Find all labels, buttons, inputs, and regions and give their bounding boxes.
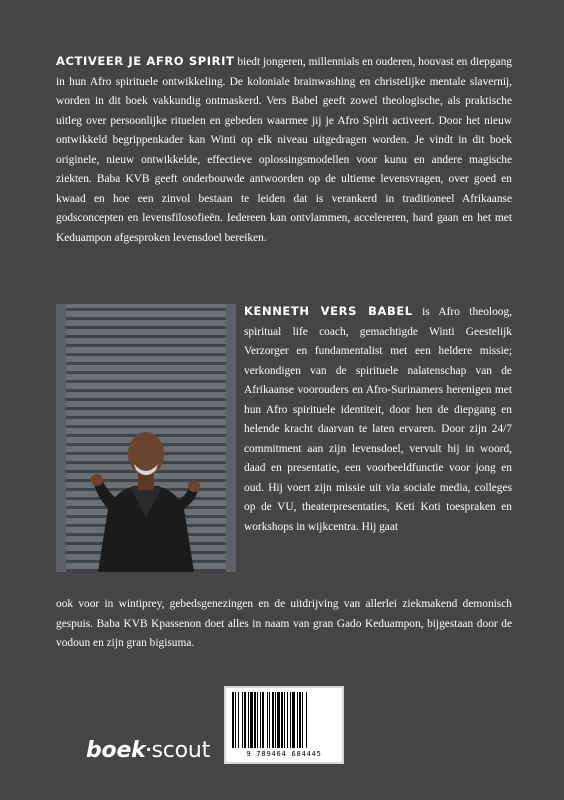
intro-paragraph — [56, 52, 512, 248]
bio-lead: KENNETH VERS BABEL — [244, 304, 413, 318]
bio-body: is Afro theoloog, spiritual life coach, gemachtigde Winti Geestelijk Verzorger en fundamentalist met een heldere missie; verkondigen van de spirituele nalatenschap van de Afrikaanse voorouders en Afro-Surinamers herenigen met hun Afro spirituele identiteit, door hen de diepgang en helende kracht daarvan te laten ervaren. Door zijn 24/7 commitment aan zijn levensdoel, vervult hij in woord, daad en presentatie, een voorbeeldfunctie voor jong en oud. Hij voert zijn missie uit via sociale media, colleges op de VU, theaterpresentaties, Keti Koti toespraken en workshops in wijkcentra. Hij gaat — [244, 306, 512, 533]
bio-paragraph-continued: ook voor in wintiprey, gebedsgenezingen en de uitdrijving van allerlei ziekmakend demonisch gespuis. Baba KVB Kpassenon doet alles in naam van gran Gado Keduampon, bijgestaan door de vodoun en zijn gran bigisuma. — [56, 598, 512, 649]
author-photo — [56, 304, 236, 572]
publisher-logo-separator: · — [145, 740, 152, 759]
author-photo-image — [56, 304, 236, 572]
barcode-bars — [232, 692, 336, 748]
intro-lead: ACTIVEER JE AFRO SPIRIT — [56, 54, 235, 68]
publisher-logo — [86, 738, 210, 763]
publisher-logo-part1: boek — [86, 738, 146, 763]
bio-paragraph — [244, 302, 512, 537]
intro-body: biedt jongeren, millennials en ouderen, houvast en diepgang in hun Afro spirituele ontwikkeling. De koloniale brainwashing en christelijke mentale slavernij, worden in dit boek vakkundig ontmaskerd. Vers Babel geeft zowel theologische, als praktische uitleg over persoonlijke rituelen en gebeden waarmee jij je Afro Spirit activeert. Door het nieuw ontwikkeld begrippenkader kan Winti op elk niveau uitgedragen worden. Je vindt in dit boek originele, nieuw ontwikkelde, effectieve oplossingsmodellen voor kunu en andere magische ziekten. Baba KVB geeft onderbouwde antwoorden op de ultieme levensvragen, over goed en kwaad en hoe een zinvol bestaan te leiden dat is verankerd in traditioneel Afrikaanse godsconcepten en levensfilosofieën. Iedereen kan ontvlammen, accelereren, hard gaan en het met Keduampon afgesproken levensdoel bereiken. — [56, 56, 512, 244]
isbn-barcode — [224, 686, 344, 764]
publisher-logo-part2: scout — [151, 738, 211, 763]
isbn-number: 9 789464 684445 — [246, 750, 322, 758]
